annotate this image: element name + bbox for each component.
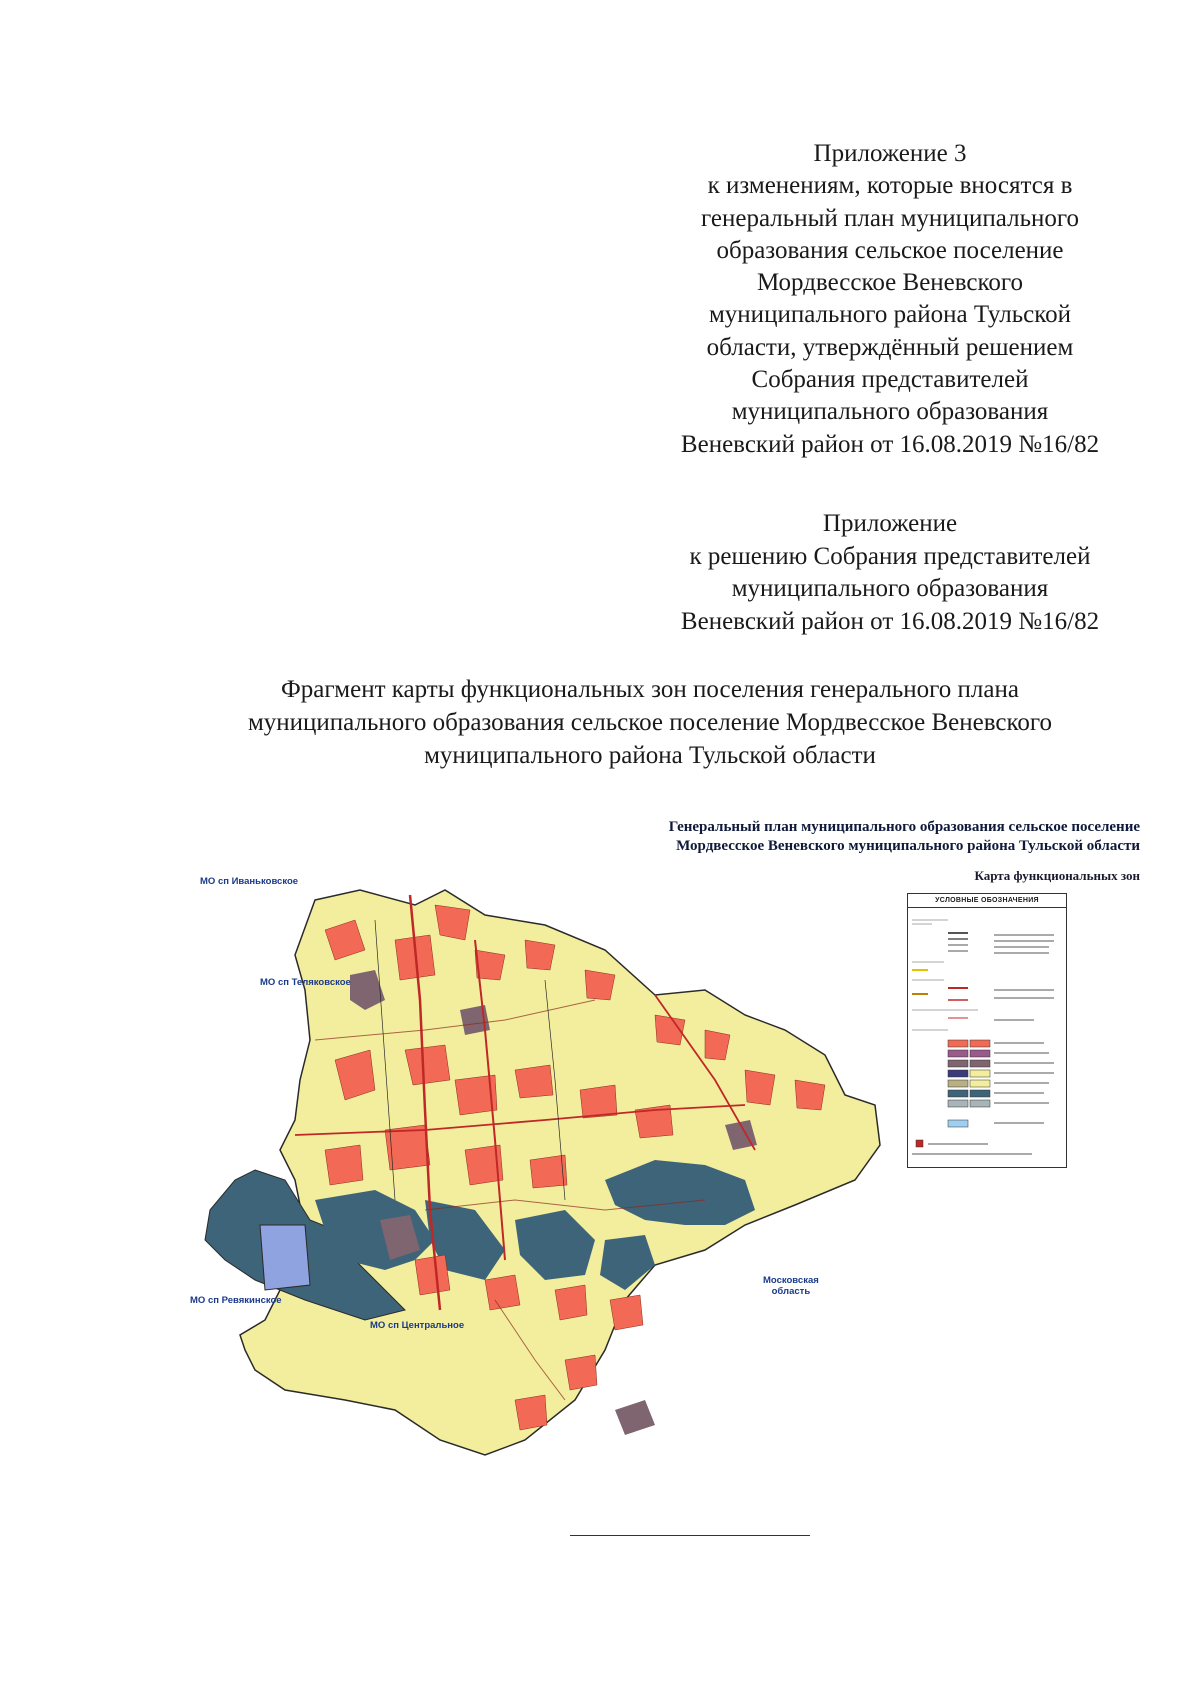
appendix2-line: Приложение	[822, 510, 958, 537]
appendix-line: Мордвесское Веневского	[756, 269, 1024, 297]
legend-body	[908, 908, 1066, 1158]
appendix-line: области, утверждённый решением	[706, 333, 1074, 361]
industrial-zone	[615, 1400, 655, 1435]
bottom-separator-line	[570, 1535, 810, 1536]
appendix-line: Приложение 3	[813, 140, 967, 167]
neighbor-label-ivankovskoe: МО сп Иваньковское	[200, 876, 299, 887]
appendix-line: Веневский район от 16.08.2019 №16/82	[680, 430, 1100, 458]
appendix-header	[630, 138, 1150, 461]
map-title-line: Мордвесское Веневского муниципального района Тульской области	[676, 838, 1140, 854]
fragment-title-line: Фрагмент карты функциональных зон поселения генерального плана	[281, 676, 1019, 703]
functional-zones-map	[185, 876, 885, 1490]
appendix-line: Собрания представителей	[751, 366, 1029, 394]
appendix-line: генеральный план муниципального	[701, 204, 1079, 232]
appendix2-line: к решению Собрания представителей	[689, 542, 1091, 570]
map-graphic	[185, 880, 885, 1490]
appendix-line: муниципального района Тульской	[708, 301, 1072, 329]
appendix-line: образования сельское поселение	[716, 236, 1064, 264]
legend-title: УСЛОВНЫЕ ОБОЗНАЧЕНИЯ	[908, 894, 1066, 908]
neighbor-label-moscow	[763, 1275, 819, 1297]
legend-graphic	[908, 908, 1063, 1158]
neighbor-label-moscow-line: Московская	[763, 1275, 819, 1286]
neighbor-label-centralnoe: МО сп Центральное	[370, 1320, 465, 1331]
map-legend	[907, 893, 1067, 1168]
map-title	[540, 818, 1140, 856]
appendix2-line: муниципального образования	[731, 575, 1049, 602]
appendix2-line: Веневский район от 16.08.2019 №16/82	[680, 607, 1100, 635]
map-subtitle: Карта функциональных зон	[974, 868, 1140, 883]
neighbor-label-telyakovskoe: МО сп Теляковское	[260, 977, 351, 988]
neighbor-label-revyakinskoe: МО сп Ревякинское	[190, 1295, 282, 1306]
fragment-title-line: муниципального района Тульской области	[424, 742, 876, 769]
appendix-line: муниципального образования	[731, 398, 1049, 426]
fragment-title-line: муниципального образования сельское поселение Мордвесское Веневского	[247, 709, 1053, 736]
map-title-line: Генеральный план муниципального образования сельское поселение	[668, 819, 1140, 835]
appendix-decision-header	[630, 508, 1150, 638]
appendix-line: к изменениям, которые вносятся в	[707, 172, 1073, 200]
water-zone	[260, 1225, 310, 1290]
fragment-title	[160, 673, 1140, 772]
neighbor-label-moscow-line: область	[771, 1286, 811, 1297]
